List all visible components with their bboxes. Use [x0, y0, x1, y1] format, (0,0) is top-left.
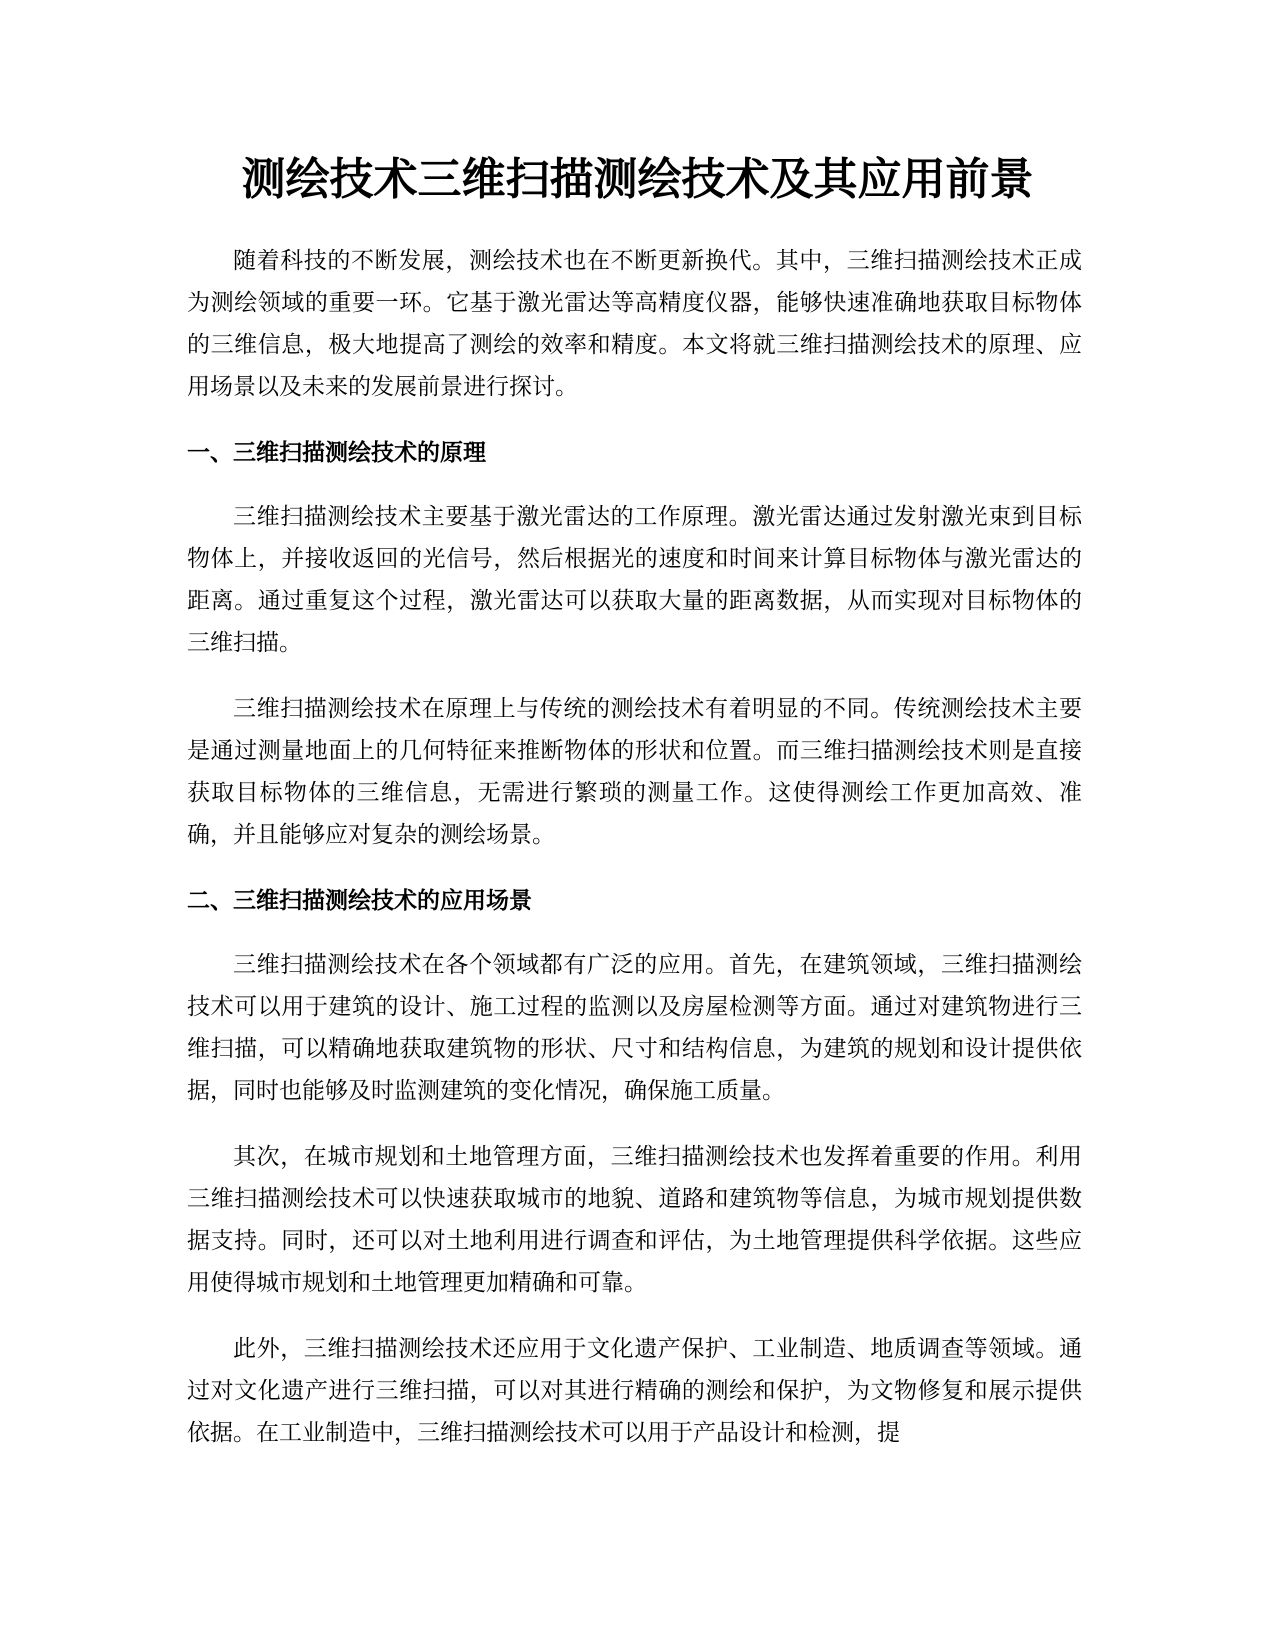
intro-paragraph: 随着科技的不断发展，测绘技术也在不断更新换代。其中，三维扫描测绘技术正成为测绘领域的重要一环。它基于激光雷达等高精度仪器，能够快速准确地获取目标物体的三维信息，极大地提高了测绘的效率和精度。本文将就三维扫描测绘技术的原理、应用场景以及未来的发展前景进行探讨。 — [187, 248, 1082, 400]
section-heading: 二、三维扫描测绘技术的应用场景 — [187, 888, 532, 914]
body-paragraph: 三维扫描测绘技术主要基于激光雷达的工作原理。激光雷达通过发射激光束到目标物体上，并接收返回的光信号，然后根据光的速度和时间来计算目标物体与激光雷达的距离。通过重复这个过程，激光雷达可以获取大量的距离数据，从而实现对目标物体的三维扫描。 — [187, 504, 1082, 656]
body-paragraph: 其次，在城市规划和土地管理方面，三维扫描测绘技术也发挥着重要的作用。利用三维扫描测绘技术可以快速获取城市的地貌、道路和建筑物等信息，为城市规划提供数据支持。同时，还可以对土地利用进行调查和评估，为土地管理提供科学依据。这些应用使得城市规划和土地管理更加精确和可靠。 — [187, 1144, 1082, 1296]
section-heading: 一、三维扫描测绘技术的原理 — [187, 440, 486, 466]
body-paragraph: 三维扫描测绘技术在原理上与传统的测绘技术有着明显的不同。传统测绘技术主要是通过测量地面上的几何特征来推断物体的形状和位置。而三维扫描测绘技术则是直接获取目标物体的三维信息，无需进行繁琐的测量工作。这使得测绘工作更加高效、准确，并且能够应对复杂的测绘场景。 — [187, 696, 1082, 848]
body-paragraph: 此外，三维扫描测绘技术还应用于文化遗产保护、工业制造、地质调查等领域。通过对文化遗产进行三维扫描，可以对其进行精确的测绘和保护，为文物修复和展示提供依据。在工业制造中，三维扫描测绘技术可以用于产品设计和检测，提 — [187, 1336, 1082, 1446]
document-body — [187, 240, 1082, 1478]
body-paragraph: 三维扫描测绘技术在各个领域都有广泛的应用。首先，在建筑领域，三维扫描测绘技术可以用于建筑的设计、施工过程的监测以及房屋检测等方面。通过对建筑物进行三维扫描，可以精确地获取建筑物的形状、尺寸和结构信息，为建筑的规划和设计提供依据，同时也能够及时监测建筑的变化情况，确保施工质量。 — [187, 952, 1082, 1104]
document-title: 测绘技术三维扫描测绘技术及其应用前景 — [241, 154, 1034, 205]
